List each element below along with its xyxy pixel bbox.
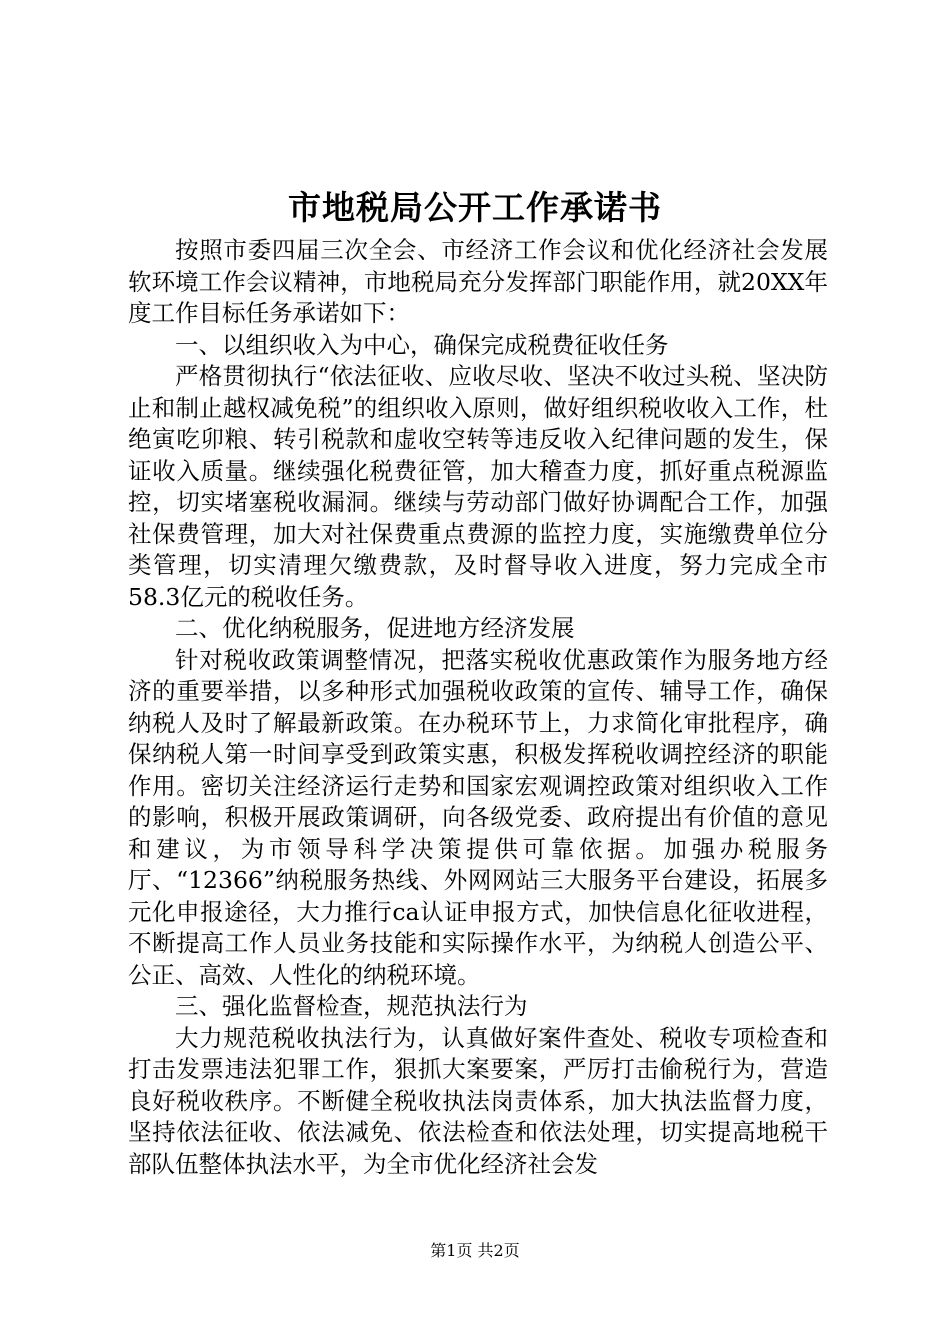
document-title: 市地税局公开工作承诺书 — [288, 188, 662, 227]
section-heading-3: 三、强化监督检查，规范执法行为 — [175, 992, 528, 1020]
section-heading-1: 一、以组织收入为中心，确保完成税费征收任务 — [175, 330, 669, 359]
intro-paragraph: 按照市委四届三次全会、市经济工作会议和优化经济社会发展软环境工作会议精神，市地税局充分发挥部门职能作用，就20XX年度工作目标任务承诺如下： — [128, 236, 828, 327]
page-number-footer: 第1页 共2页 — [430, 1241, 520, 1260]
section-paragraph-2: 针对税收政策调整情况，把落实税收优惠政策作为服务地方经济的重要举措，以多种形式加强税收政策的宣传、辅导工作，确保纳税人及时了解最新政策。在办税环节上，力求简化审批程序，确保纳税人第一时间享受到政策实惠，积极发挥税收调控经济的职能作用。密切关注经济运行走势和国家宏观调控政策对组织收入工作的影响，积极开展政策调研，向各级党委、政府提出有价值的意见和建议，为市领导科学决策提供可靠依据。加强办税服务厅、“12366”纳税服务热线、外网网站三大服务平台建设，拓展多元化申报途径，大力推行ca认证申报方式，加快信息化征收进程，不断提高工作人员业务技能和实际操作水平，为纳税人创造公平、公正、高效、人性化的纳税环境。 — [128, 645, 828, 989]
section-paragraph-1: 严格贯彻执行“依法征收、应收尽收、坚决不收过头税、坚决防止和制止越权减免税”的组织收入原则，做好组织税收收入工作，杜绝寅吃卯粮、转引税款和虚收空转等违反收入纪律问题的发生，保证收入质量。继续强化税费征管，加大稽查力度，抓好重点税源监控，切实堵塞税收漏洞。继续与劳动部门做好协调配合工作，加强社保费管理，加大对社保费重点费源的监控力度，实施缴费单位分类管理，切实清理欠缴费款，及时督导收入进度，努力完成全市58.3亿元的税收任务。 — [128, 362, 828, 611]
section-paragraph-3: 大力规范税收执法行为，认真做好案件查处、税收专项检查和打击发票违法犯罪工作，狠抓大案要案，严厉打击偷税行为，营造良好税收秩序。不断健全税收执法岗责体系，加大执法监督力度，坚持依法征收、依法减免、依法检查和依法处理，切实提高地税干部队伍整体执法水平，为全市优化经济社会发 — [128, 1023, 828, 1178]
document-body — [128, 235, 828, 1180]
section-heading-2: 二、优化纳税服务，促进地方经济发展 — [175, 614, 575, 642]
